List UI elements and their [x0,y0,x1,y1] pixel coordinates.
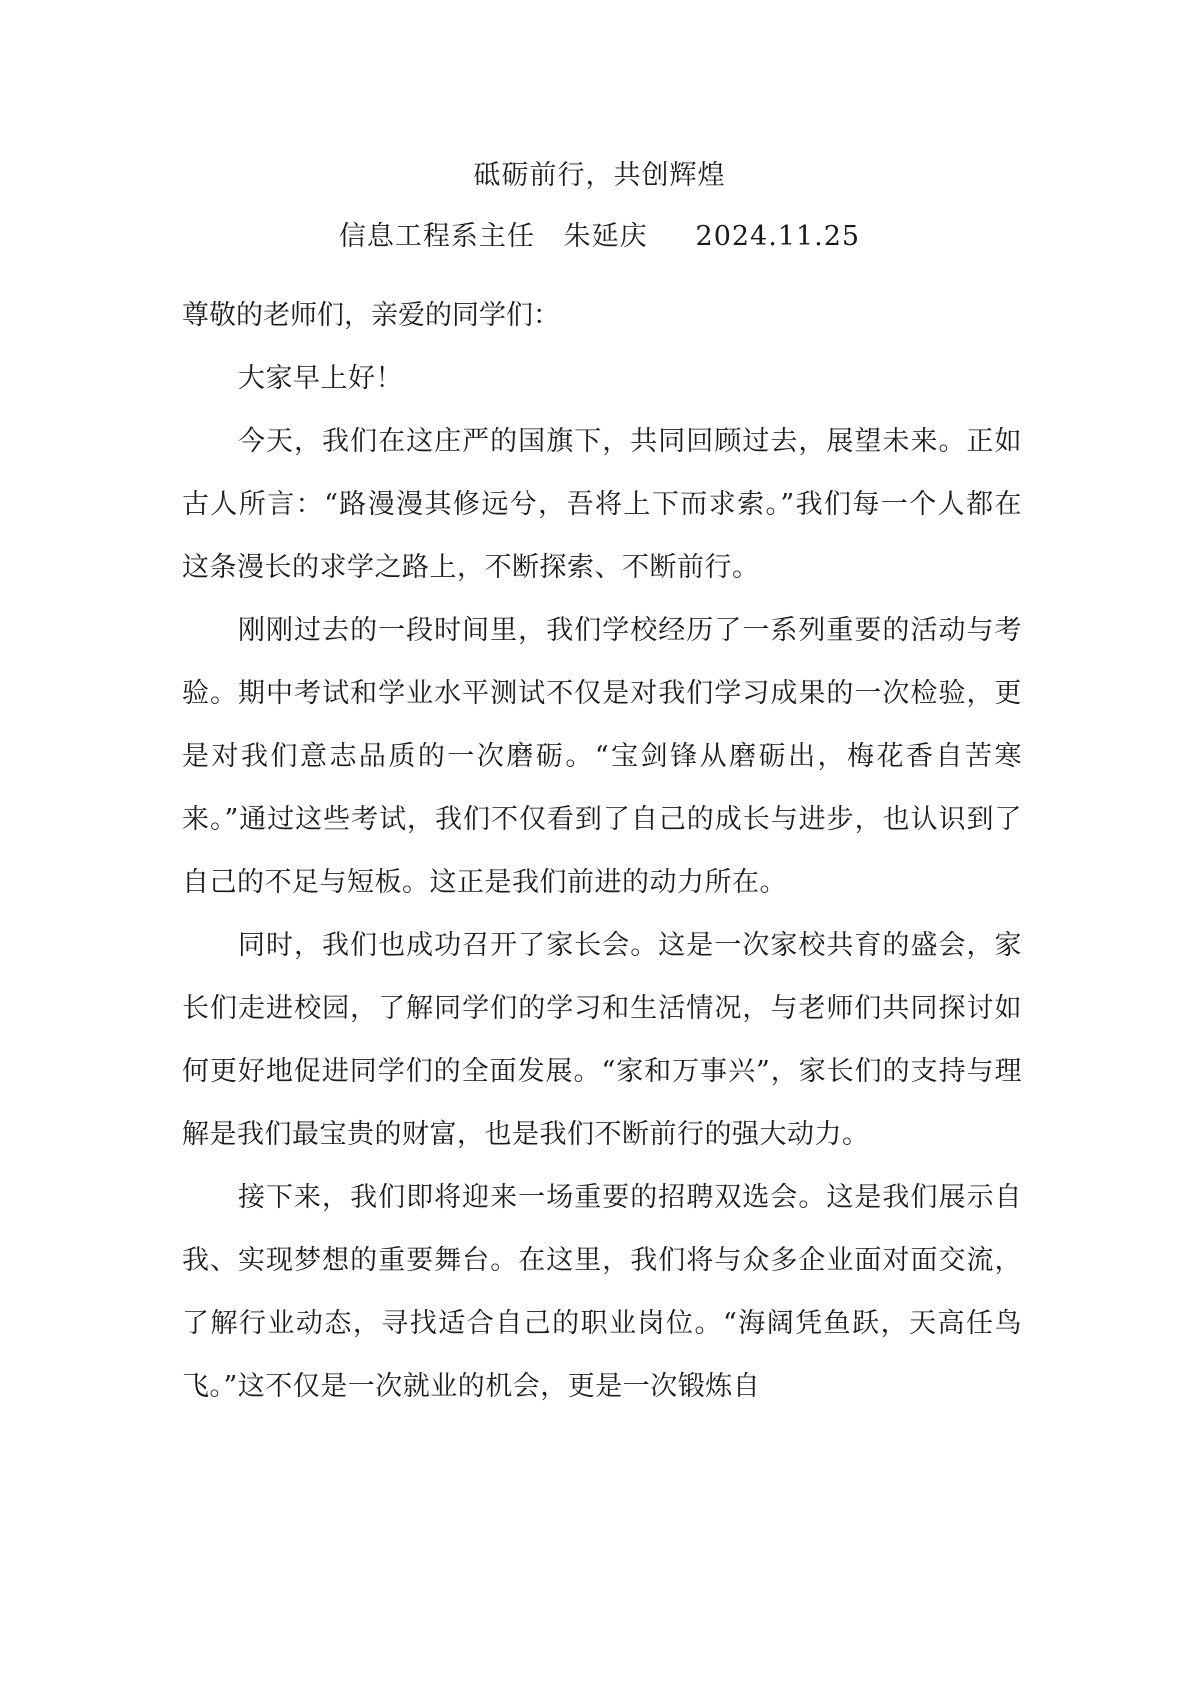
paragraph-parents-meeting: 同时，我们也成功召开了家长会。这是一次家校共育的盛会，家长们走进校园，了解同学们的学习和生活情况，与老师们共同探讨如何更好地促进同学们的全面发展。“家和万事兴”，家长们的支持与理解是我们最宝贵的财富，也是我们不断前行的强大动力。 [182,930,1022,1150]
salutation: 尊敬的老师们，亲爱的同学们： [182,300,560,331]
paragraph-greeting: 大家早上好！ [238,363,403,394]
document-body [182,284,1022,1418]
document-byline: 信息工程系主任 朱延庆 2024.11.25 [338,221,861,252]
paragraph-exams: 刚刚过去的一段时间里，我们学校经历了一系列重要的活动与考验。期中考试和学业水平测试不仅是对我们学习成果的一次检验，更是对我们意志品质的一次磨砺。“宝剑锋从磨砺出，梅花香自苦寒来。”通过这些考试，我们不仅看到了自己的成长与进步，也认识到了自己的不足与短板。这正是我们前进的动力所在。 [182,615,1022,898]
document-title: 砥砺前行，共创辉煌 [473,160,726,191]
paragraph-intro: 今天，我们在这庄严的国旗下，共同回顾过去，展望未来。正如古人所言：“路漫漫其修远兮，吾将上下而求索。”我们每一个人都在这条漫长的求学之路上，不断探索、不断前行。 [182,426,1022,583]
paragraph-job-fair: 接下来，我们即将迎来一场重要的招聘双选会。这是我们展示自我、实现梦想的重要舞台。在这里，我们将与众多企业面对面交流，了解行业动态，寻找适合自己的职业岗位。“海阔凭鱼跃，天高任鸟飞。”这不仅是一次就业的机会，更是一次锻炼自 [182,1182,1022,1402]
